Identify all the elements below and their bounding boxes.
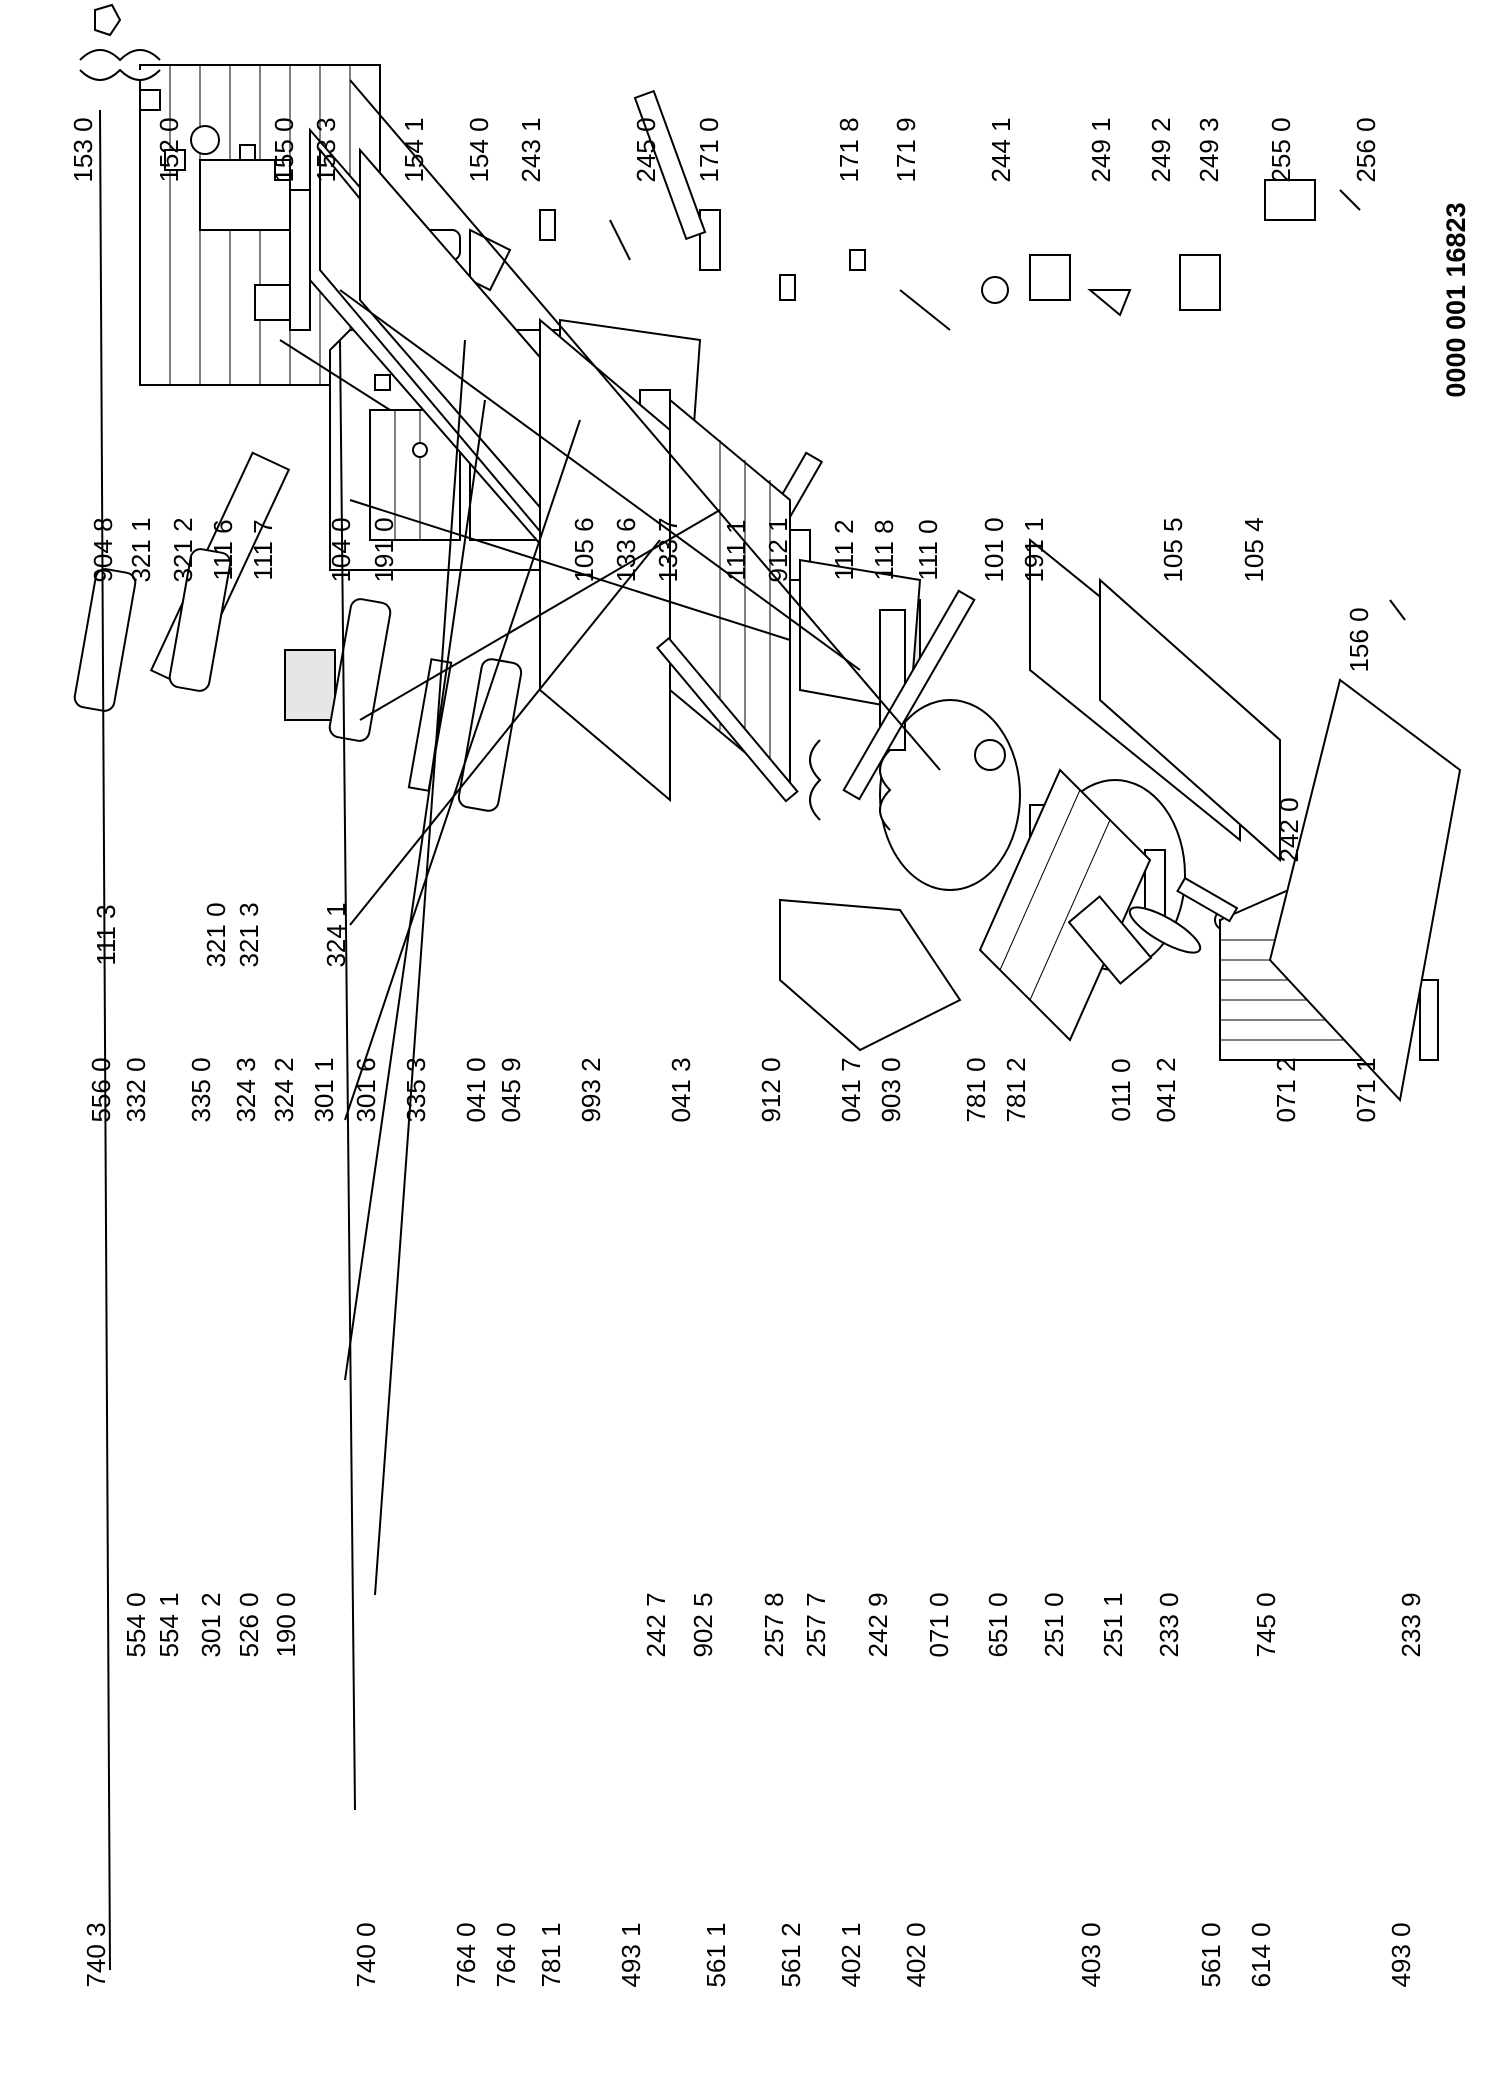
part-number-label: 041 3 bbox=[666, 1057, 696, 1123]
part-number-label: 764 0 bbox=[491, 1922, 521, 1988]
part-number-label: 111 0 bbox=[913, 519, 943, 581]
part-number-label: 111 8 bbox=[869, 519, 899, 581]
part-number-label: 324 2 bbox=[269, 1057, 299, 1123]
part-number-label: 155 0 bbox=[269, 117, 299, 183]
part-number-label: 556 0 bbox=[86, 1057, 116, 1123]
part-number-label: 324 1 bbox=[321, 902, 351, 968]
part-number-label: 912 0 bbox=[756, 1057, 786, 1123]
part-number-label: 249 3 bbox=[1194, 117, 1224, 183]
part-number-label: 321 2 bbox=[168, 517, 198, 583]
part-number-label: 152 0 bbox=[154, 117, 184, 183]
part-number-label: 249 2 bbox=[1146, 117, 1176, 183]
part-number-label: 993 2 bbox=[576, 1057, 606, 1123]
part-number-label: 321 0 bbox=[201, 902, 231, 968]
part-number-label: 561 1 bbox=[701, 1922, 731, 1988]
part-number-label: 321 1 bbox=[126, 517, 156, 583]
part-number-label: 554 1 bbox=[154, 1592, 184, 1658]
part-number-label: 561 0 bbox=[1196, 1922, 1226, 1988]
part-number-label: 104 0 bbox=[326, 517, 356, 583]
part-number-label: 041 0 bbox=[461, 1057, 491, 1123]
part-number-label: 554 0 bbox=[121, 1592, 151, 1658]
part-number-label: 245 0 bbox=[631, 117, 661, 183]
part-number-label: 111 3 bbox=[91, 904, 121, 966]
part-number-label: 764 0 bbox=[451, 1922, 481, 1988]
part-number-label: 256 0 bbox=[1351, 117, 1381, 183]
part-number-label: 651 0 bbox=[983, 1592, 1013, 1658]
part-number-label: 153 0 bbox=[68, 117, 98, 183]
part-number-label: 154 1 bbox=[399, 117, 429, 183]
part-number-label: 526 0 bbox=[234, 1592, 264, 1658]
part-number-label: 191 0 bbox=[369, 517, 399, 583]
part-number-label: 171 8 bbox=[834, 117, 864, 183]
document-number: 0000 001 16823 bbox=[1441, 202, 1471, 398]
part-number-label: 745 0 bbox=[1251, 1592, 1281, 1658]
part-number-label: 255 0 bbox=[1266, 117, 1296, 183]
part-number-label: 903 0 bbox=[876, 1057, 906, 1123]
part-number-label: 402 1 bbox=[836, 1922, 866, 1988]
part-number-label: 233 0 bbox=[1154, 1592, 1184, 1658]
part-number-label: 011 0 bbox=[1106, 1058, 1136, 1122]
part-number-label: 321 3 bbox=[234, 902, 264, 968]
part-number-label: 190 0 bbox=[271, 1592, 301, 1658]
part-number-label: 904 8 bbox=[88, 517, 118, 583]
part-number-label: 781 1 bbox=[536, 1922, 566, 1988]
part-number-label: 614 0 bbox=[1246, 1922, 1276, 1988]
part-number-label: 242 0 bbox=[1274, 797, 1304, 863]
part-number-label: 111 6 bbox=[208, 519, 238, 581]
part-number-label: 335 0 bbox=[186, 1057, 216, 1123]
part-number-label: 242 9 bbox=[863, 1592, 893, 1658]
part-number-label: 071 0 bbox=[924, 1592, 954, 1658]
part-number-label: 251 1 bbox=[1098, 1592, 1128, 1658]
part-number-label: 133 6 bbox=[611, 517, 641, 583]
part-number-label: 301 6 bbox=[351, 1057, 381, 1123]
part-number-label: 781 0 bbox=[961, 1057, 991, 1123]
part-number-label: 257 7 bbox=[801, 1592, 831, 1658]
part-number-label: 335 3 bbox=[401, 1057, 431, 1123]
part-number-label: 244 1 bbox=[986, 117, 1016, 183]
part-number-label: 041 7 bbox=[836, 1057, 866, 1123]
part-number-label: 191 1 bbox=[1019, 517, 1049, 583]
part-number-label: 242 7 bbox=[641, 1592, 671, 1658]
part-number-label: 153 3 bbox=[311, 117, 341, 183]
part-number-label: 133 7 bbox=[653, 517, 683, 583]
part-number-label: 071 1 bbox=[1351, 1057, 1381, 1123]
part-number-label: 301 1 bbox=[309, 1057, 339, 1123]
part-number-label: 111 2 bbox=[829, 519, 859, 581]
part-number-label: 740 0 bbox=[351, 1922, 381, 1988]
part-number-label: 156 0 bbox=[1344, 607, 1374, 673]
part-number-label: 071 2 bbox=[1271, 1057, 1301, 1123]
part-number-label: 251 0 bbox=[1039, 1592, 1069, 1658]
part-number-label: 045 9 bbox=[496, 1057, 526, 1123]
part-number-label: 111 1 bbox=[721, 519, 751, 581]
part-number-label: 233 9 bbox=[1396, 1592, 1426, 1658]
part-number-label: 740 3 bbox=[81, 1922, 111, 1988]
part-number-label: 105 4 bbox=[1239, 517, 1269, 583]
part-number-label: 257 8 bbox=[759, 1592, 789, 1658]
part-number-label: 249 1 bbox=[1086, 117, 1116, 183]
part-number-label: 332 0 bbox=[121, 1057, 151, 1123]
part-number-label: 154 0 bbox=[464, 117, 494, 183]
part-number-label: 912 1 bbox=[763, 517, 793, 583]
part-number-label: 105 6 bbox=[569, 517, 599, 583]
part-number-label: 171 9 bbox=[891, 117, 921, 183]
part-number-label: 101 0 bbox=[979, 517, 1009, 583]
part-number-label: 403 0 bbox=[1076, 1922, 1106, 1988]
part-number-label: 243 1 bbox=[516, 117, 546, 183]
part-number-label: 493 1 bbox=[616, 1922, 646, 1988]
part-number-label: 105 5 bbox=[1158, 517, 1188, 583]
part-number-label: 301 2 bbox=[196, 1592, 226, 1658]
part-number-label: 111 7 bbox=[248, 519, 278, 581]
part-number-label: 902 5 bbox=[688, 1592, 718, 1658]
part-number-label: 402 0 bbox=[901, 1922, 931, 1988]
part-number-label: 493 0 bbox=[1386, 1922, 1416, 1988]
part-number-label: 041 2 bbox=[1151, 1057, 1181, 1123]
part-number-label: 781 2 bbox=[1001, 1057, 1031, 1123]
part-number-label: 324 3 bbox=[231, 1057, 261, 1123]
part-number-label: 171 0 bbox=[694, 117, 724, 183]
part-number-label: 561 2 bbox=[776, 1922, 806, 1988]
